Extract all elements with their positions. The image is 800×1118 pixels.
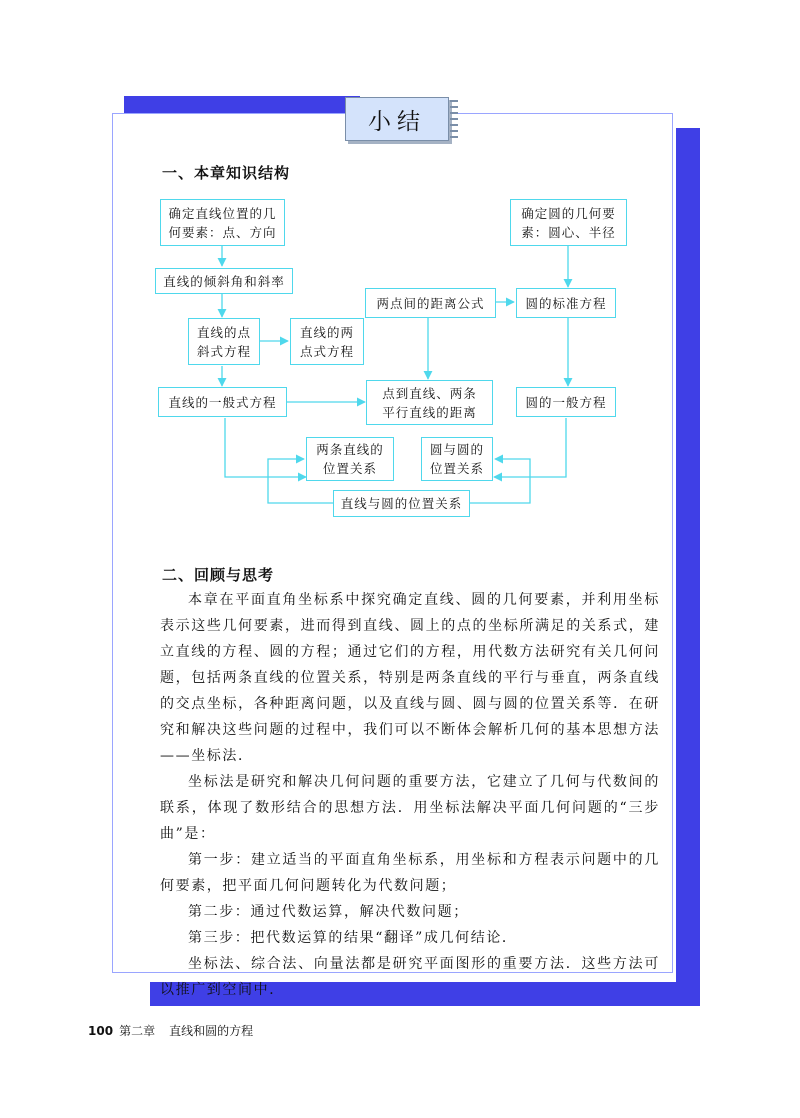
paragraph: 坐标法是研究和解决几何问题的重要方法，它建立了几何与代数间的联系，体现了数形结合的思想方法．用坐标法解决平面几何问题的“三步曲”是：: [160, 774, 660, 842]
chapter-title: 直线和圆的方程: [169, 1024, 254, 1038]
paragraph: 本章在平面直角坐标系中探究确定直线、圆的几何要素，并利用坐标表示这些几何要素，进而得到直线、圆上的点的坐标所满足的关系式，建立直线的方程、圆的方程；通过它们的方程，用代数方法研究有关几何问题，包括两条直线的位置关系，特别是两条直线的平行与垂直，两条直线的交点坐标，各种距离问题，以及直线与圆、圆与圆的位置关系等．在研究和解决这些问题的过程中，我们可以不断体会解析几何的基本思想方法——坐标法．: [160, 592, 660, 764]
box-point-line-distance: 点到直线、两条 平行直线的距离: [366, 380, 493, 425]
chapter-label: 第二章: [119, 1024, 156, 1038]
section2-heading: 二、回顾与思考: [162, 566, 275, 584]
box-distance-formula: 两点间的距离公式: [365, 288, 496, 318]
box-circle-standard: 圆的标准方程: [516, 288, 616, 318]
box-two-point: 直线的两 点式方程: [290, 318, 364, 365]
box-line-elements: 确定直线位置的几 何要素：点、方向: [160, 199, 285, 246]
page-title: 小结: [345, 97, 449, 141]
arrow-box5-box11: [225, 418, 306, 477]
paragraph: 第一步：建立适当的平面直角坐标系，用坐标和方程表示问题中的几何要素，把平面几何问题转化为代数问题；: [160, 852, 660, 894]
box-circle-elements: 确定圆的几何要 素：圆心、半径: [510, 199, 627, 246]
paragraph: 坐标法、综合法、向量法都是研究平面图形的重要方法．这些方法可以推广到空间中．: [160, 956, 660, 998]
page-number: 100: [88, 1024, 114, 1038]
review-text: [160, 587, 660, 1003]
box-line-circle-relation: 直线与圆的位置关系: [333, 490, 470, 517]
box-circle-general: 圆的一般方程: [516, 387, 616, 417]
page-footer: [88, 1022, 253, 1039]
paragraph: 第二步：通过代数运算，解决代数问题；: [188, 904, 469, 920]
box-line-line-relation: 两条直线的 位置关系: [306, 437, 394, 481]
box-point-slope: 直线的点 斜式方程: [188, 318, 260, 365]
section1-heading: 一、本章知识结构: [162, 164, 291, 182]
box-general-line: 直线的一般式方程: [158, 387, 287, 417]
box-slope: 直线的倾斜角和斜率: [155, 268, 293, 294]
box-circle-circle-relation: 圆与圆的 位置关系: [421, 437, 493, 481]
paragraph: 第三步：把代数运算的结果“翻译”成几何结论．: [188, 930, 518, 946]
